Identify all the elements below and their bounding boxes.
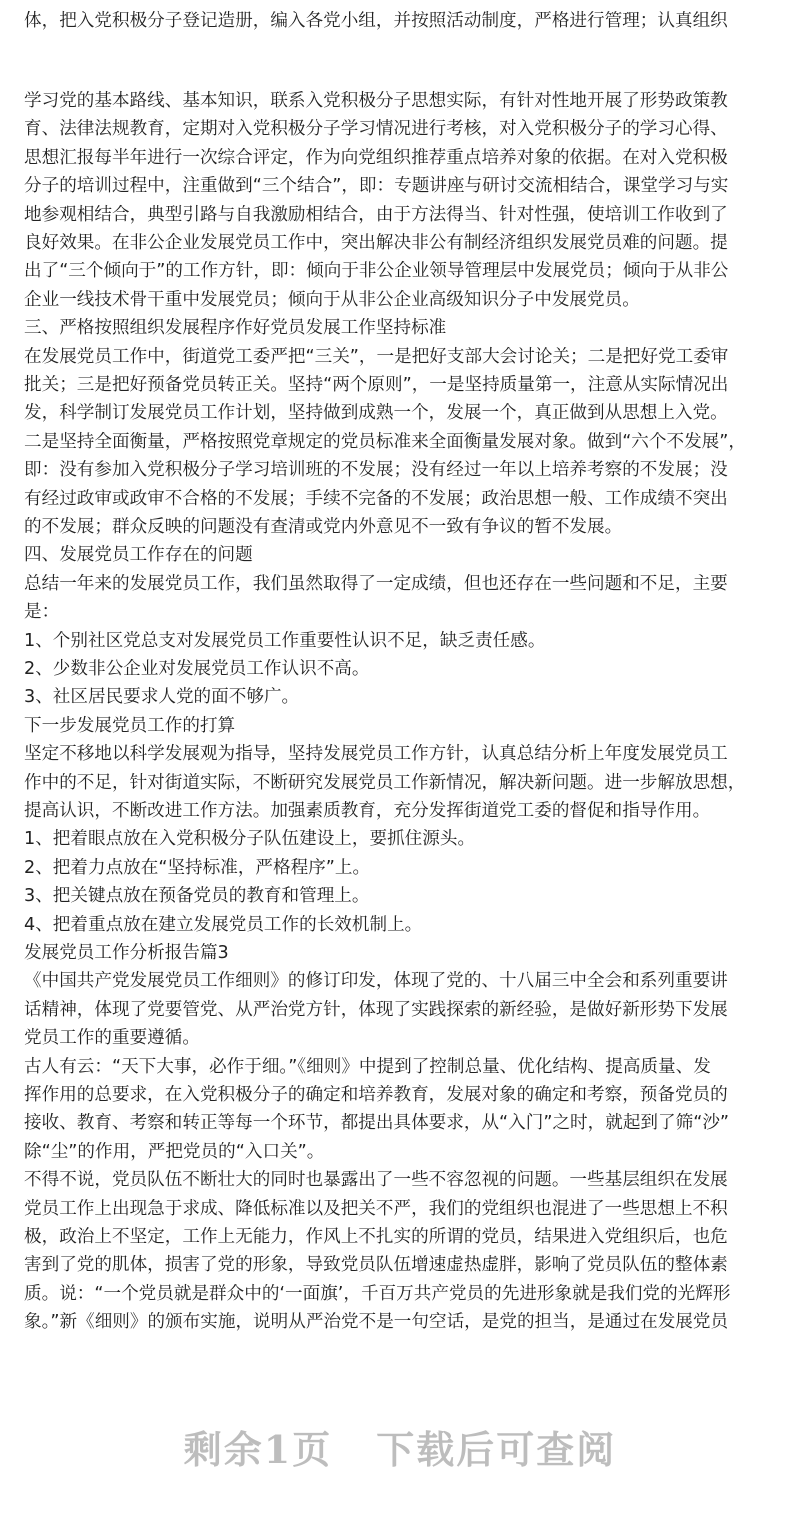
text-line: 接收、教育、考察和转正等每一个环节，都提出具体要求，从“入门”之时，就起到了筛“沙” <box>24 1113 730 1133</box>
text-line: 出了“三个倾向于”的工作方针，即：倾向于非公企业领导管理层中发展党员；倾向于从非公 <box>24 261 729 281</box>
text-line: 良好效果。在非公企业发展党员工作中，突出解决非公有制经济组织发展党员难的问题。提 <box>24 233 728 253</box>
text-line: 《中国共产党发展党员工作细则》的修订印发，体现了党的、十八届三中全会和系列重要讲 <box>24 971 728 991</box>
text-line: 象。”新《细则》的颁布实施，说明从严治党不是一句空话，是党的担当，是通过在发展党员 <box>24 1312 729 1332</box>
text-line: 育、法律法规教育，定期对入党积极分子学习情况进行考核，对入党积极分子的学习心得、 <box>24 119 728 139</box>
text-line: 思想汇报每半年进行一次综合评定，作为向党组织推荐重点培养对象的依据。在对入党积极 <box>24 148 728 168</box>
text-line: 作中的不足，针对街道实际，不断研究发展党员工作新情况，解决新问题。进一步解放思想， <box>24 773 746 793</box>
text-line: 古人有云：“天下大事，必作于细。”《细则》中提到了控制总量、优化结构、提高质量、发 <box>24 1057 711 1077</box>
text-line: 极，政治上不坚定，工作上无能力，作风上不扎实的所谓的党员，结果进入党组织后，也危 <box>24 1227 728 1247</box>
text-line: 学习党的基本路线、基本知识，联系入党积极分子思想实际，有针对性地开展了形势政策教 <box>24 91 728 111</box>
list-item: 4、把着重点放在建立发展党员工作的长效机制上。 <box>24 915 423 935</box>
remaining-pages-label: 剩余1页 <box>183 1427 333 1472</box>
text-line: 总结一年来的发展党员工作，我们虽然取得了一定成绩，但也还存在一些问题和不足，主要 <box>24 574 728 594</box>
text-line: 是： <box>24 602 60 622</box>
section-heading: 三、严格按照组织发展程序作好党员发展工作坚持标准 <box>24 318 447 338</box>
text-line: 二是坚持全面衡量，严格按照党章规定的党员标准来全面衡量发展对象。做到“六个不发展”， <box>24 432 746 452</box>
list-item: 3、把关键点放在预备党员的教育和管理上。 <box>24 886 370 906</box>
list-item: 1、个别社区党总支对发展党员工作重要性认识不足，缺乏责任感。 <box>24 631 546 651</box>
section-heading: 发展党员工作分析报告篇3 <box>24 943 229 963</box>
text-line: 不得不说，党员队伍不断壮大的同时也暴露出了一些不容忽视的问题。一些基层组织在发展 <box>24 1170 728 1190</box>
text-line: 分子的培训过程中，注重做到“三个结合”，即：专题讲座与研讨交流相结合，课堂学习与实 <box>24 176 729 196</box>
text-line: 质。说：“一个党员就是群众中的‘一面旗’，千百万共产党员的先进形象就是我们党的光辉形 <box>24 1284 731 1304</box>
text-line: 党员工作上出现急于求成、降低标准以及把关不严，我们的党组织也混进了一些思想上不积 <box>24 1199 728 1219</box>
text-line: 体，把入党积极分子登记造册，编入各党小组，并按照活动制度，严格进行管理；认真组织 <box>24 11 728 31</box>
list-item: 2、把着力点放在“坚持标准，严格程序”上。 <box>24 858 371 878</box>
text-line: 即：没有参加入党积极分子学习培训班的不发展；没有经过一年以上培养考察的不发展；没 <box>24 460 728 480</box>
text-line: 批关；三是把好预备党员转正关。坚持“两个原则”，一是坚持质量第一，注意从实际情况出 <box>24 375 729 395</box>
text-line: 党员工作的重要遵循。 <box>24 1028 200 1048</box>
text-line: 挥作用的总要求，在入党积极分子的确定和培养教育，发展对象的确定和考察，预备党员的 <box>24 1085 728 1105</box>
download-prompt-banner[interactable] <box>0 1400 800 1500</box>
text-line: 在发展党员工作中，街道党工委严把“三关”，一是把好支部大会讨论关；二是把好党工委审 <box>24 347 729 367</box>
section-heading: 四、发展党员工作存在的问题 <box>24 545 253 565</box>
text-line: 有经过政审或政审不合格的不发展；手续不完备的不发展；政治思想一般、工作成绩不突出 <box>24 489 728 509</box>
text-line: 提高认识，不断改进工作方法。加强素质教育，充分发挥街道党工委的督促和指导作用。 <box>24 801 711 821</box>
list-item: 3、社区居民要求人党的面不够广。 <box>24 687 300 707</box>
text-line: 发，科学制订发展党员工作计划，坚持做到成熟一个，发展一个，真正做到从思想上入党。 <box>24 403 728 423</box>
download-to-view-label: 下载后可查阅 <box>376 1427 617 1472</box>
text-line: 害到了党的肌体，损害了党的形象，导致党员队伍增速虚热虚胖，影响了党员队伍的整体素 <box>24 1255 728 1275</box>
list-item: 1、把着眼点放在入党积极分子队伍建设上，要抓住源头。 <box>24 829 476 849</box>
text-line: 话精神，体现了党要管党、从严治党方针，体现了实践探索的新经验，是做好新形势下发展 <box>24 1000 728 1020</box>
text-line: 地参观相结合，典型引路与自我激励相结合，由于方法得当、针对性强，使培训工作收到了 <box>24 205 728 225</box>
text-line: 企业一线技术骨干重中发展党员；倾向于从非公企业高级知识分子中发展党员。 <box>24 290 640 310</box>
section-heading: 下一步发展党员工作的打算 <box>24 716 236 736</box>
text-line: 坚定不移地以科学发展观为指导，坚持发展党员工作方针，认真总结分析上年度发展党员工 <box>24 744 728 764</box>
text-line: 除“尘”的作用，严把党员的“入口关”。 <box>24 1142 325 1162</box>
list-item: 2、少数非公企业对发展党员工作认识不高。 <box>24 659 370 679</box>
text-line: 的不发展；群众反映的问题没有查清或党内外意见不一致有争议的暂不发展。 <box>24 517 623 537</box>
